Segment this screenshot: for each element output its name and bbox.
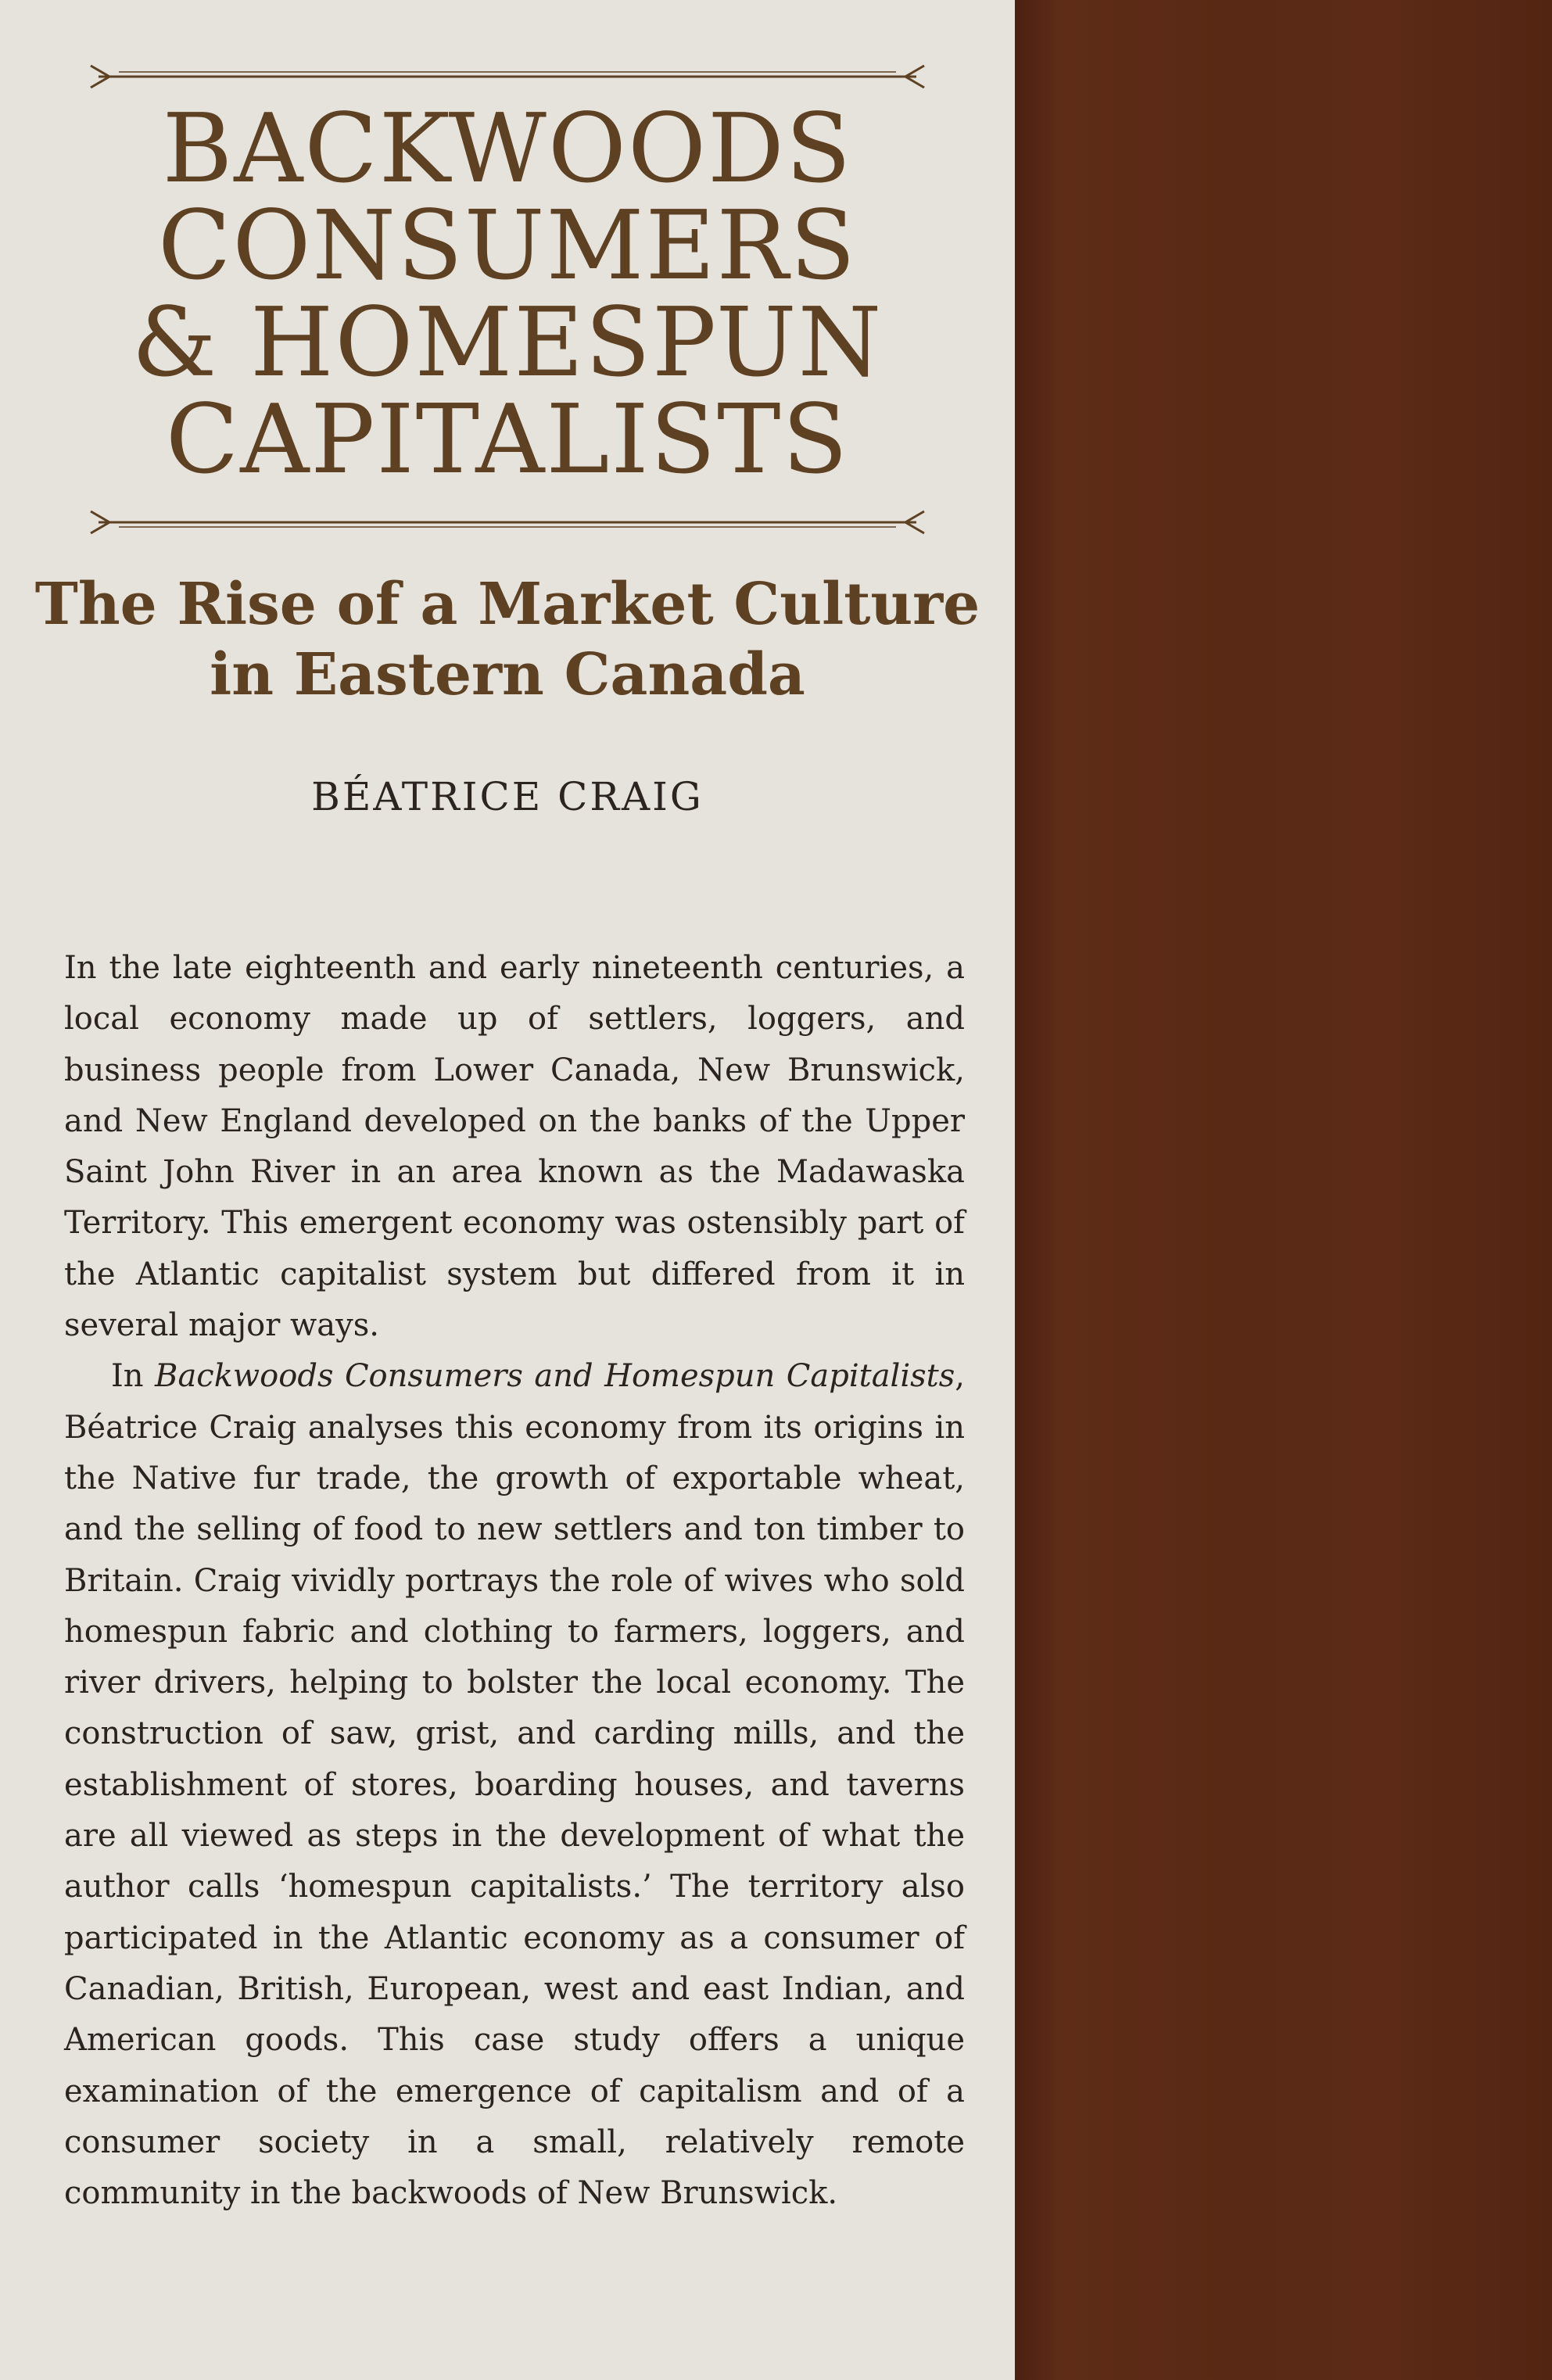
paragraph-text: , Béatrice Craig analyses this economy from its origins in the Native fur trade, the growth of exportable wheat, and the selling of food to new settlers and ton timber to Britain. Craig vividly portrays the role of wives who sold homespun fabric and clothing to farmers, loggers, and river drivers, helping to bolster the local economy. The construction of saw, grist, and carding mills, and the establishment of stores, boarding houses, and taverns are all viewed as steps in the development of what the author calls ‘homespun capitalists.’ The territory also participated in the Atlantic economy as a consumer of Canadian, British, European, west and east Indian, and American goods. This case study offers a unique examination of the emergence of capitalism and of a consumer society in a small, relatively remote community in the backwoods of New Brunswick. xyxy=(64,1358,965,2212)
book-title xyxy=(0,93,1015,495)
book-description xyxy=(64,943,965,2219)
top-ornamental-rule xyxy=(88,61,927,92)
paragraph-text: In xyxy=(111,1358,156,1395)
description-paragraph xyxy=(64,1351,965,2219)
book-subtitle xyxy=(0,569,1015,710)
title-line: & HOMESPUN xyxy=(131,287,884,398)
title-line: CAPITALISTS xyxy=(165,384,850,495)
subtitle-line: in Eastern Canada xyxy=(210,641,805,708)
author-name: BÉATRICE CRAIG xyxy=(311,774,704,819)
description-paragraph: In the late eighteenth and early nineteenth centuries, a local economy made up of settlers, loggers, and business people from Lower Canada, New Brunswick, and New England developed on the banks of the Upper Saint John River in an area known as the Madawaska Territory. This emergent economy was ostensibly part of the Atlantic capitalist system but differed from it in several major ways. xyxy=(64,950,965,1344)
cover-spine xyxy=(1015,0,1552,2380)
title-line: BACKWOODS xyxy=(162,93,853,204)
title-line: CONSUMERS xyxy=(158,190,857,301)
book-title-italic: Backwoods Consumers and Homespun Capitalists xyxy=(155,1358,955,1395)
subtitle-line: The Rise of a Market Culture xyxy=(34,571,980,638)
bottom-ornamental-rule xyxy=(88,507,927,538)
